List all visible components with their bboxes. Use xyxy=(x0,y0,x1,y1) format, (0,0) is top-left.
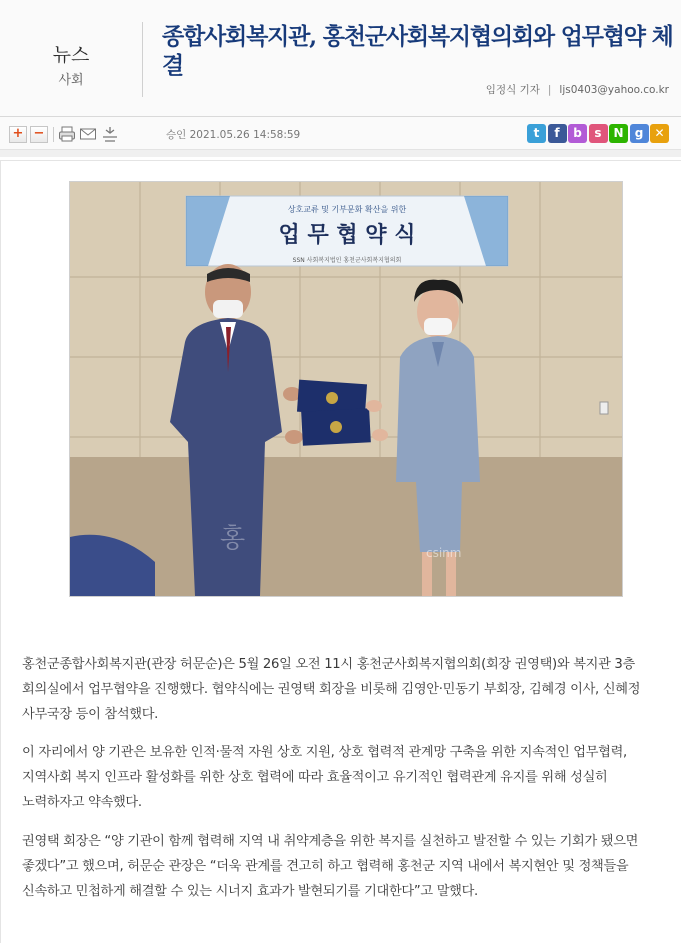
section-secondary[interactable]: 사회 xyxy=(58,73,84,88)
article-paragraph-3: 권영택 회장은 “양 기관이 함께 협력해 지역 내 취약계층을 위한 복지를 실천하고 발전할 수 있는 기회가 됐으면 좋겠다”고 했으며, 허문순 관장은 “더욱 관계를 견고히 하고 협력해 홍천군 지역 내에서 복지현안 및 정책들을 신속하고 민첩하게 해결할 수 있는 시너지 효과가 발현되기를 기대한다”고 말했다. xyxy=(22,834,639,899)
banner-footer: SSN 사회복지법인 홍천군사회복지협의회 xyxy=(292,257,402,264)
section-label xyxy=(0,22,143,97)
article-header xyxy=(0,0,681,117)
headline: 종합사회복지관, 홍천군사회복지협의회와 업무협약 체결 xyxy=(162,23,673,79)
reporter-email[interactable]: ljs0403@yahoo.co.kr xyxy=(559,84,669,96)
banner-subtitle: 상호교류 및 기부문화 확산을 위한 xyxy=(287,205,407,214)
email-icon[interactable] xyxy=(79,125,97,143)
font-increase-button[interactable]: + xyxy=(9,126,27,143)
section-primary[interactable]: 뉴스 xyxy=(52,44,90,66)
banner-title: 업 무 협 약 식 xyxy=(278,222,416,248)
divider xyxy=(0,150,681,157)
byline: 임정식 기자 | ljs0403@yahoo.co.kr xyxy=(485,84,669,96)
share-blog-icon[interactable]: b xyxy=(568,124,587,143)
share-story-icon[interactable]: s xyxy=(589,124,608,143)
article-paragraph-2: 이 자리에서 양 기관은 보유한 인적·물적 자원 상호 지원, 상호 협력적 관계망 구축을 위한 지속적인 업무협력, 지역사회 복지 인프라 활성화를 위한 상호 협력에 따라 효율적이고 유기적인 협력관계 유지를 위해 성실히 노력하자고 약속했다. xyxy=(22,745,627,810)
approved-timestamp: 승인 2021.05.26 14:58:59 xyxy=(166,129,301,141)
photo-watermark-2: csinm xyxy=(426,546,462,560)
share-twitter-icon[interactable]: t xyxy=(527,124,546,143)
article-toolbar xyxy=(0,117,681,150)
article-photo[interactable] xyxy=(69,181,623,597)
share-facebook-icon[interactable]: f xyxy=(548,124,567,143)
reporter-name: 임정식 기자 xyxy=(485,84,540,96)
article-paragraph-1: 홍천군종합사회복지관(관장 허문순)은 5월 26일 오전 11시 홍천군사회복지협의회(회장 권영택)와 복지관 3층 회의실에서 업무협약을 진행했다. 협약식에는 권영택 회장을 비롯해 김영안·민동기 부회장, 김혜경 이사, 신혜정 사무국장 등이 참석했다. xyxy=(22,657,641,722)
photo-illustration xyxy=(70,182,622,596)
share-share-icon[interactable]: ✕ xyxy=(650,124,669,143)
photo-watermark: 홍 xyxy=(220,524,246,554)
font-decrease-button[interactable]: − xyxy=(30,126,48,143)
share-naver-icon[interactable]: N xyxy=(609,124,628,143)
print-icon[interactable] xyxy=(58,125,76,143)
share-google-icon[interactable]: g xyxy=(630,124,649,143)
scrap-icon[interactable] xyxy=(101,125,119,143)
